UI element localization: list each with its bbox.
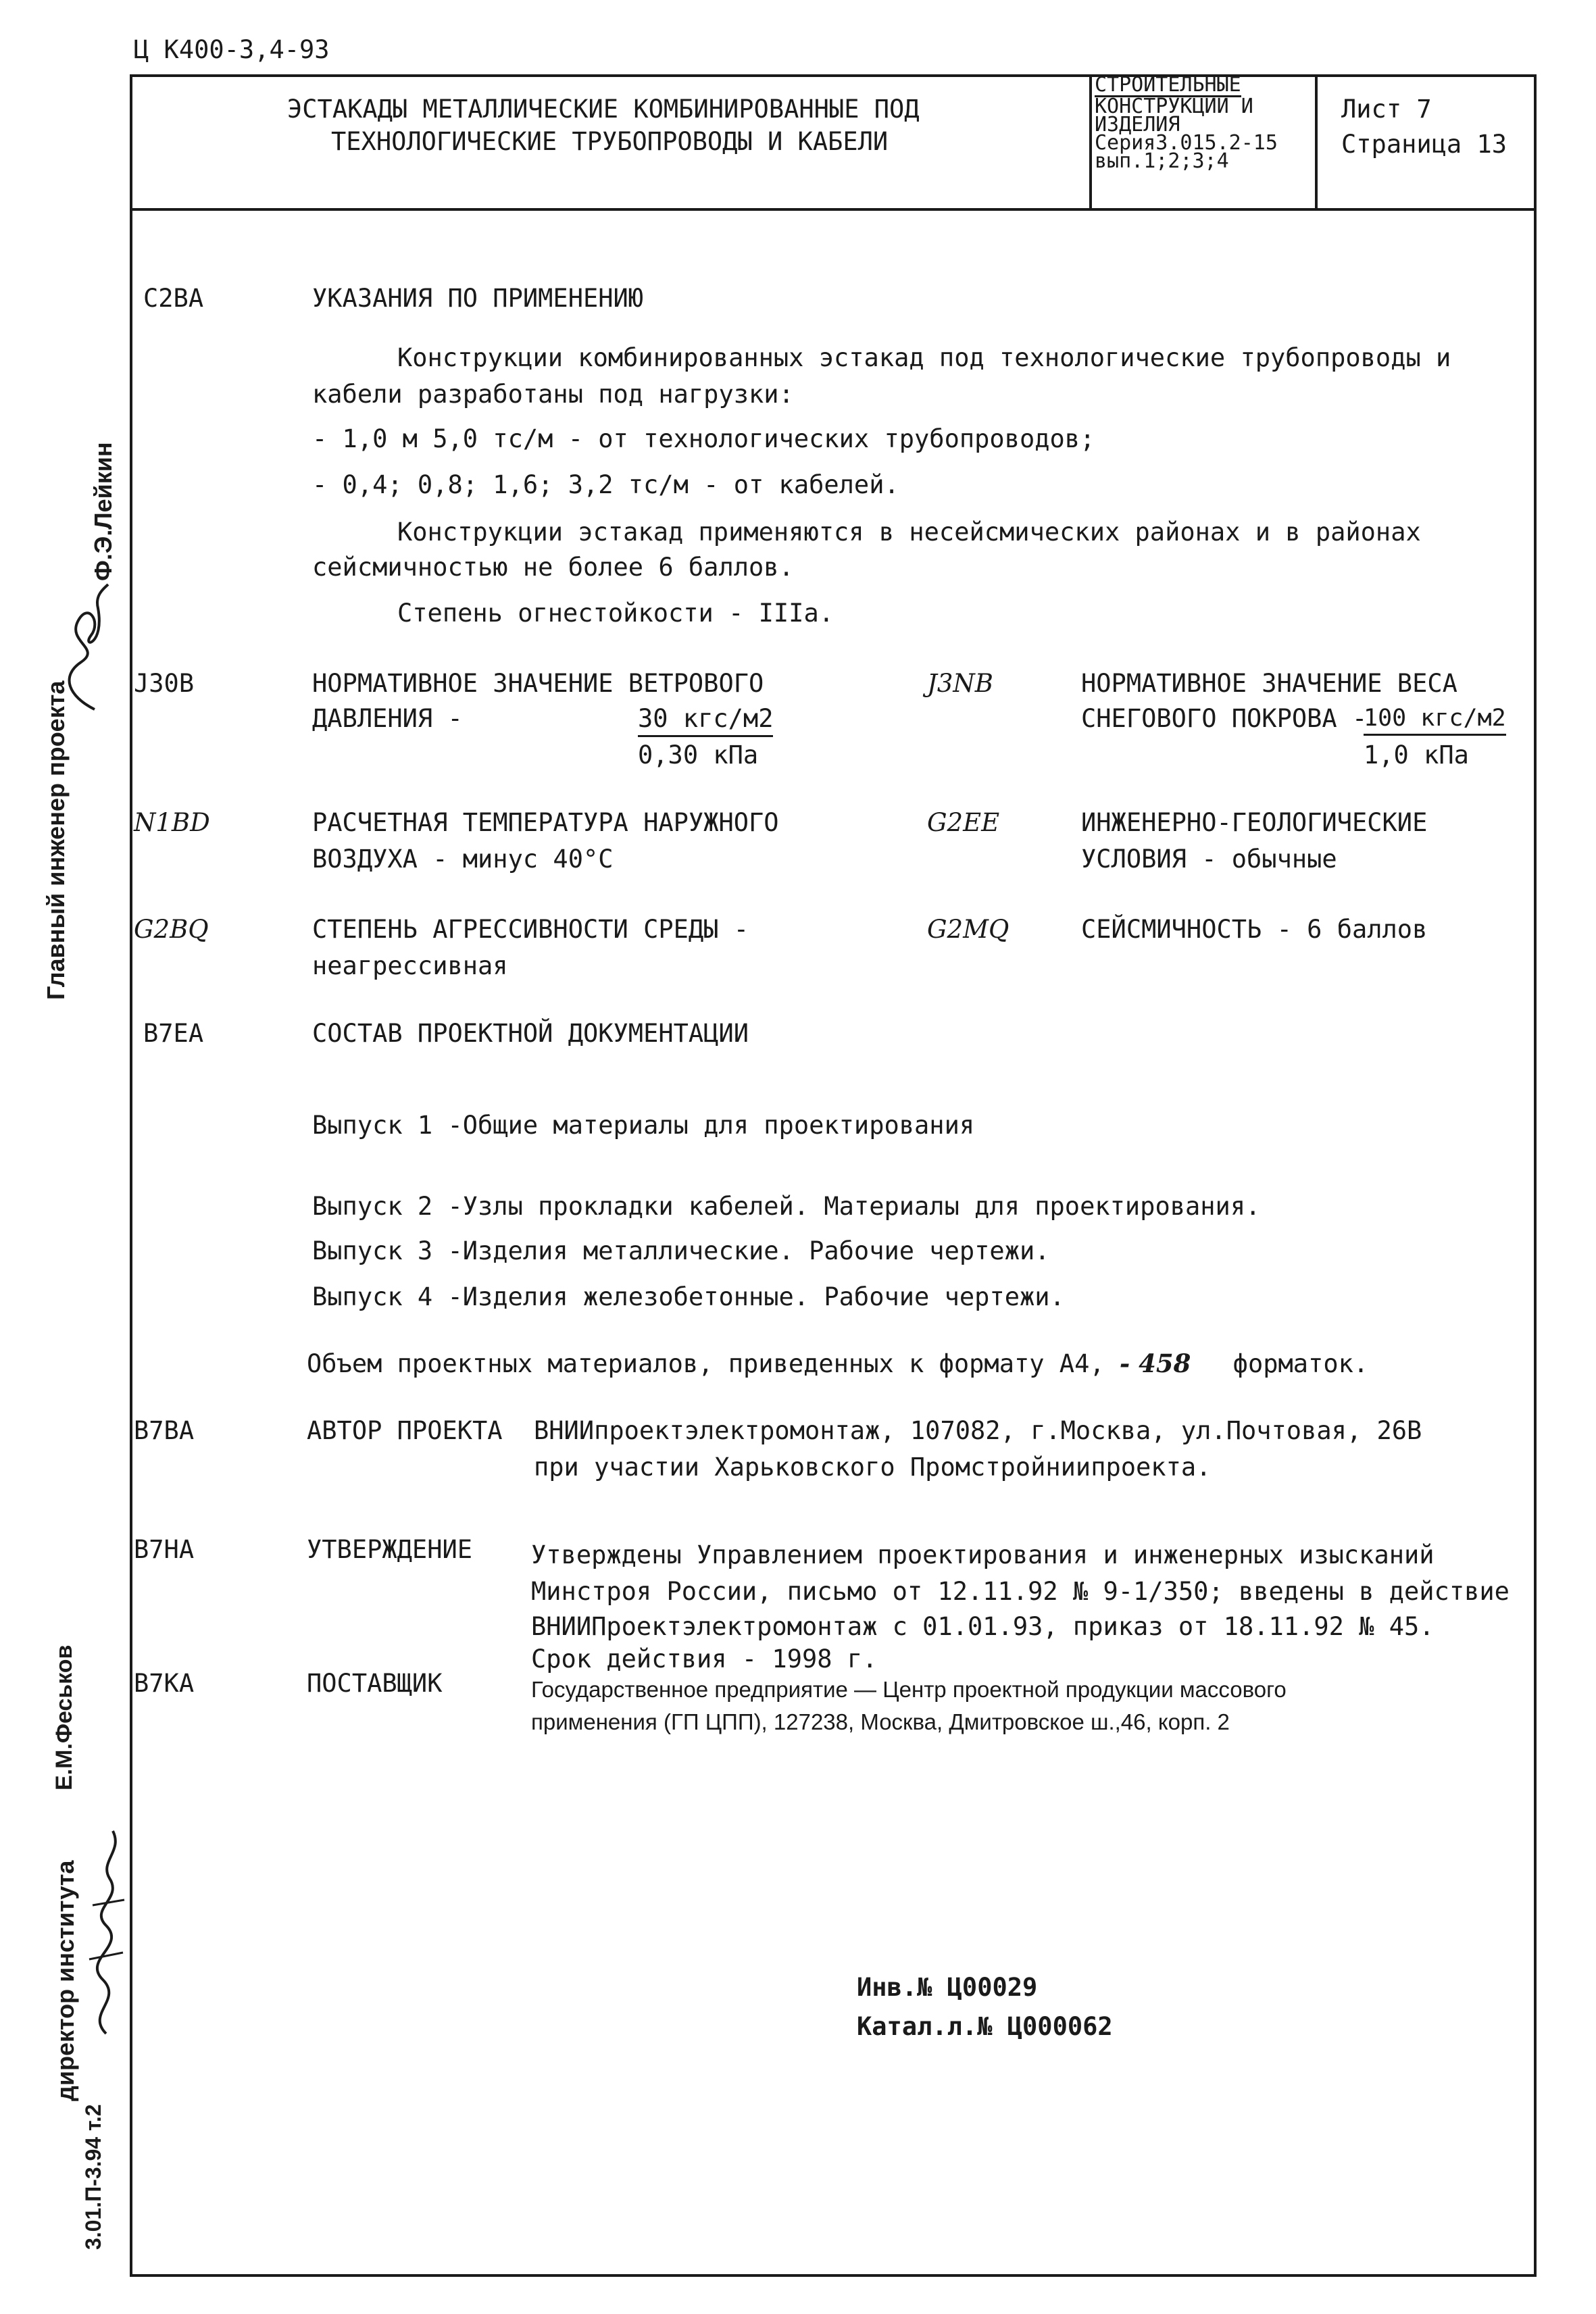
title-line-1: ЭСТАКАДЫ МЕТАЛЛИЧЕСКИЕ КОМБИНИРОВАННЫЕ ПОД bbox=[287, 95, 920, 124]
page-number: Страница 13 bbox=[1341, 130, 1507, 159]
series-line-3: ИЗДЕЛИЯ bbox=[1095, 113, 1180, 136]
seism-label: СЕЙСМИЧНОСТЬ - 6 баллов bbox=[1081, 915, 1428, 944]
section-code: G2BQ bbox=[134, 915, 209, 944]
issue-item: Выпуск 4 -Изделия железобетонные. Рабочие чертежи. bbox=[312, 1282, 1065, 1311]
section-code: B7KA bbox=[134, 1669, 195, 1698]
temp-label: ВОЗДУХА - минус 40°С bbox=[312, 845, 614, 874]
geo-label: УСЛОВИЯ - обычные bbox=[1081, 845, 1337, 874]
section-code: J3NB bbox=[927, 669, 993, 698]
wind-value: 30 кгс/м2 bbox=[638, 704, 773, 737]
document-code: Ц К400-3,4-93 bbox=[134, 35, 330, 64]
sheet-number: Лист 7 bbox=[1341, 95, 1432, 124]
director-role: директор института bbox=[51, 1860, 79, 2101]
usage-text: сейсмичностью не более 6 баллов. bbox=[312, 553, 794, 582]
snow-value: 100 кгс/м2 bbox=[1364, 704, 1506, 736]
section-code: B7EA bbox=[143, 1019, 204, 1048]
series-line-1: СТРОИТЕЛЬНЫЕ bbox=[1095, 73, 1241, 97]
section-code: B7HA bbox=[134, 1535, 195, 1564]
load-item: - 0,4; 0,8; 1,6; 3,2 тс/м - от кабелей. bbox=[312, 470, 899, 499]
approval-text: Минстроя России, письмо от 12.11.92 № 9-1/350; введены в действие bbox=[531, 1577, 1510, 1606]
wind-value: 0,30 кПа bbox=[638, 740, 759, 770]
series-line-4: Серия3.015.2-15 bbox=[1095, 131, 1278, 155]
series-line-2: КОНСТРУКЦИИ И bbox=[1095, 95, 1253, 118]
issue-item: Выпуск 1 -Общие материалы для проектирования bbox=[312, 1111, 975, 1140]
section-code: G2MQ bbox=[927, 915, 1009, 944]
issue-item: Выпуск 3 -Изделия металлические. Рабочие чертежи. bbox=[312, 1236, 1050, 1265]
author-text: ВНИИпроектэлектромонтаж, 107082, г.Москва, ул.Почтовая, 26В bbox=[534, 1416, 1422, 1445]
usage-text: Степень огнестойкости - IIIа. bbox=[397, 599, 834, 628]
snow-label: СНЕГОВОГО ПОКРОВА - bbox=[1081, 704, 1368, 733]
section-code: N1BD bbox=[134, 808, 210, 837]
wind-label: ДАВЛЕНИЯ - bbox=[312, 704, 463, 733]
aggr-label: неагрессивная bbox=[312, 951, 508, 980]
snow-value: 1,0 кПа bbox=[1364, 740, 1469, 770]
approval-text: Утверждены Управлением проектирования и инженерных изысканий bbox=[531, 1540, 1435, 1569]
chief-engineer-role: Главный инженер проекта bbox=[42, 680, 70, 1000]
approval-text: ВНИИПроектэлектромонтаж с 01.01.93, приказ от 18.11.92 № 45. bbox=[531, 1612, 1435, 1641]
usage-text: кабели разработаны под нагрузки: bbox=[312, 380, 794, 409]
section-title: СОСТАВ ПРОЕКТНОЙ ДОКУМЕНТАЦИИ bbox=[312, 1019, 749, 1048]
author-label: АВТОР ПРОЕКТА bbox=[307, 1416, 503, 1445]
volume-text bbox=[307, 1349, 1368, 1379]
section-title: УКАЗАНИЯ ПО ПРИМЕНЕНИЮ bbox=[312, 284, 644, 313]
series-block bbox=[1095, 73, 1278, 173]
wind-label: НОРМАТИВНОЕ ЗНАЧЕНИЕ ВЕТРОВОГО bbox=[312, 669, 764, 698]
approval-label: УТВЕРЖДЕНИЕ bbox=[307, 1535, 473, 1564]
snow-label: НОРМАТИВНОЕ ЗНАЧЕНИЕ ВЕСА bbox=[1081, 669, 1457, 698]
volume-suffix: форматок. bbox=[1232, 1349, 1369, 1378]
approval-text: Срок действия - 1998 г. bbox=[531, 1644, 878, 1674]
catalog-number: Катал.л.№ Ц000062 bbox=[857, 2012, 1113, 2041]
volume-value: - 458 bbox=[1119, 1349, 1191, 1378]
section-code: J30B bbox=[134, 669, 195, 698]
supplier-text: Государственное предприятие — Центр проектной продукции массового bbox=[531, 1677, 1287, 1702]
section-code: B7BA bbox=[134, 1416, 195, 1445]
supplier-text: применения (ГП ЦПП), 127238, Москва, Дмитровское ш.,46, корп. 2 bbox=[531, 1709, 1230, 1734]
issue-item: Выпуск 2 -Узлы прокладки кабелей. Материалы для проектирования. bbox=[312, 1192, 1261, 1221]
temp-label: РАСЧЕТНАЯ ТЕМПЕРАТУРА НАРУЖНОГО bbox=[312, 808, 779, 837]
load-item: - 1,0 м 5,0 тс/м - от технологических трубопроводов; bbox=[312, 424, 1095, 453]
director-name: Е.М.Феськов bbox=[51, 1644, 77, 1790]
usage-text: Конструкции эстакад применяются в несейсмических районах и в районах bbox=[397, 518, 1421, 547]
chief-engineer-name: Ф.Э.Лейкин bbox=[89, 442, 117, 581]
series-line-5: вып.1;2;3;4 bbox=[1095, 149, 1229, 173]
section-code: C2BA bbox=[143, 284, 204, 313]
chief-engineer-signature bbox=[41, 581, 115, 716]
title-line-2: ТЕХНОЛОГИЧЕСКИЕ ТРУБОПРОВОДЫ И КАБЕЛИ bbox=[331, 127, 889, 156]
volume-prefix: Объем проектных материалов, приведенных к формату А4, bbox=[307, 1349, 1105, 1378]
author-text: при участии Харьковского Промстройниипроекта. bbox=[534, 1453, 1212, 1482]
geo-label: ИНЖЕНЕРНО-ГЕОЛОГИЧЕСКИЕ bbox=[1081, 808, 1428, 837]
director-signature bbox=[76, 1824, 136, 2040]
stamp-text: 3.01.П-3.94 т.2 bbox=[81, 2104, 105, 2250]
section-code: G2EE bbox=[927, 808, 1000, 837]
inventory-number: Инв.№ Ц00029 bbox=[857, 1973, 1038, 2002]
usage-text: Конструкции комбинированных эстакад под технологические трубопроводы и bbox=[397, 343, 1451, 372]
supplier-label: ПОСТАВЩИК bbox=[307, 1669, 443, 1698]
aggr-label: СТЕПЕНЬ АГРЕССИВНОСТИ СРЕДЫ - bbox=[312, 915, 749, 944]
